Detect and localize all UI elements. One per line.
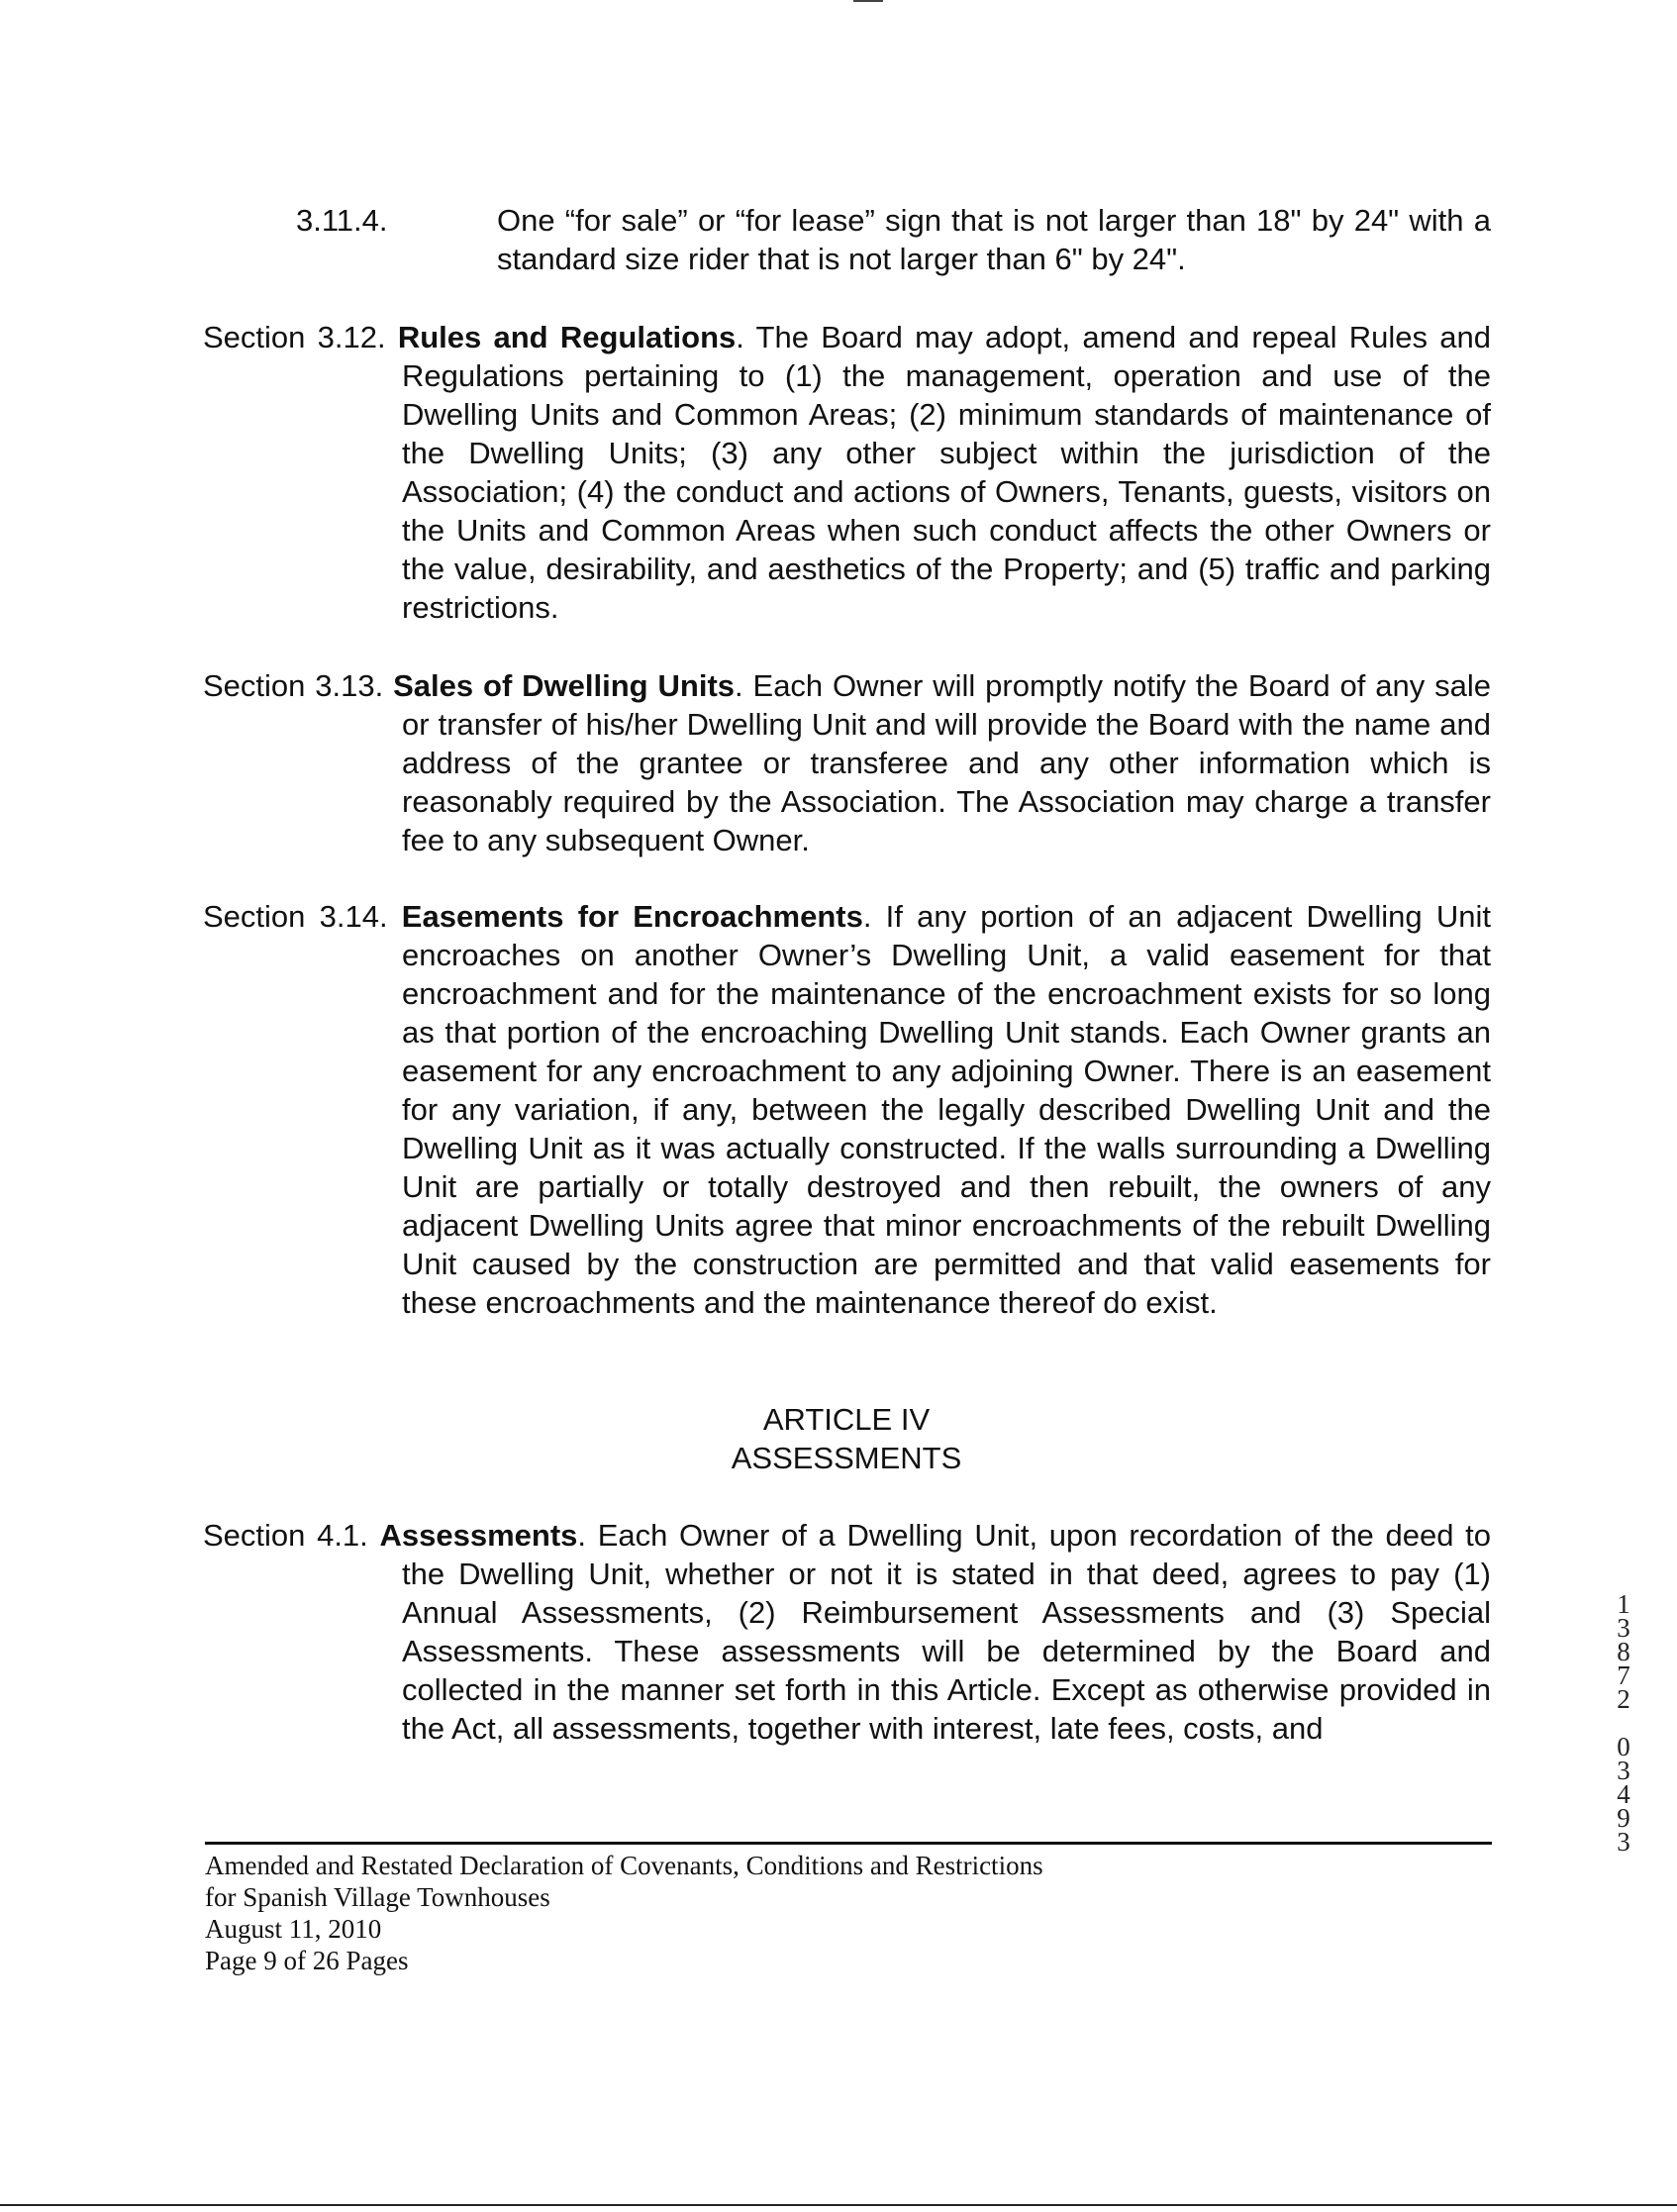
section-3-13: [203, 666, 1491, 859]
section-title: Sales of Dwelling Units: [393, 668, 736, 703]
section-title: Assessments: [379, 1518, 578, 1553]
section-3-12: [203, 318, 1491, 627]
section-paragraph: [203, 897, 1491, 1322]
subsection-text: One “for sale” or “for lease” sign that is not larger than 18" by 24" with a standard size rider that is not larger than 6" by 24".: [497, 203, 1491, 276]
footer: [205, 1850, 1043, 1976]
section-title: Easements for Encroachments: [401, 899, 863, 934]
section-paragraph: [203, 666, 1491, 859]
article-number: ARTICLE IV: [762, 1402, 931, 1437]
section-text: . Each Owner will promptly notify the Board of any sale or transfer of his/her Dwelling Unit and will provide the Board with the name and address of the grantee or transferee and any other information which is reasonably required by the Association. The Association may charge a transfer fee to any subsequent Owner.: [402, 668, 1491, 857]
margin-digit: 0: [1617, 1732, 1630, 1761]
footer-date: August 11, 2010: [205, 1914, 382, 1944]
footer-line: for Spanish Village Townhouses: [205, 1882, 550, 1912]
margin-digit: 8: [1617, 1637, 1630, 1666]
margin-digit: 2: [1617, 1684, 1630, 1714]
section-number: Section 3.14.: [203, 899, 388, 934]
footer-divider: [205, 1842, 1492, 1845]
section-title: Rules and Regulations: [397, 320, 737, 354]
subsection-number: 3.11.4.: [296, 203, 388, 238]
footer-page-number: Page 9 of 26 Pages: [205, 1946, 409, 1975]
article-heading: [599, 1400, 1094, 1477]
section-paragraph: [203, 1516, 1491, 1748]
footer-line: Amended and Restated Declaration of Covenants, Conditions and Restrictions: [205, 1851, 1043, 1880]
margin-digit: 3: [1617, 1756, 1630, 1785]
section-4-1: [203, 1516, 1491, 1748]
margin-digit: 3: [1617, 1827, 1630, 1857]
section-3-14: [203, 897, 1491, 1322]
article-title: ASSESSMENTS: [731, 1441, 962, 1475]
section-number: Section 4.1.: [203, 1518, 368, 1553]
margin-digit: 1: [1617, 1589, 1630, 1619]
margin-digit: 7: [1617, 1660, 1630, 1690]
margin-digit: 3: [1617, 1613, 1630, 1643]
scan-mark: [853, 0, 883, 2]
section-number: Section 3.13.: [203, 668, 384, 703]
section-text: . The Board may adopt, amend and repeal Rules and Regulations pertaining to (1) the management, operation and use of the Dwelling Units and Common Areas; (2) minimum standards of maintenance of the Dwelling Units; (3) any other subject within the jurisdiction of the Association; (4) the conduct and actions of Owners, Tenants, guests, visitors on the Units and Common Areas when such conduct affects the other Owners or the value, desirability, and aesthetics of the Property; and (5) traffic and parking restrictions.: [402, 320, 1491, 625]
margin-recording-number: [1612, 1589, 1635, 1857]
margin-digit: 9: [1617, 1803, 1630, 1833]
margin-digit: 4: [1617, 1779, 1630, 1809]
section-text: . If any portion of an adjacent Dwelling Unit encroaches on another Owner’s Dwelling Unit, a valid easement for that encroachment and for the maintenance of the encroachment exists for so long as that portion of the encroaching Dwelling Unit stands. Each Owner grants an easement for any encroachment to any adjoining Owner. There is an easement for any variation, if any, between the legally described Dwelling Unit and the Dwelling Unit as it was actually constructed. If the walls surrounding a Dwelling Unit are partially or totally destroyed and then rebuilt, the owners of any adjacent Dwelling Units agree that minor encroachments of the rebuilt Dwelling Unit caused by the construction are permitted and that valid easements for these encroachments and the maintenance thereof do exist.: [402, 899, 1491, 1320]
section-paragraph: [203, 318, 1491, 627]
scan-edge-line: [0, 2204, 1677, 2206]
section-number: Section 3.12.: [203, 320, 386, 354]
section-text: . Each Owner of a Dwelling Unit, upon recordation of the deed to the Dwelling Unit, whether or not it is stated in that deed, agrees to pay (1) Annual Assessments, (2) Reimbursement Assessments and (3) Special Assessments. These assessments will be determined by the Board and collected in the manner set forth in this Article. Except as otherwise provided in the Act, all assessments, together with interest, late fees, costs, and: [402, 1518, 1491, 1746]
